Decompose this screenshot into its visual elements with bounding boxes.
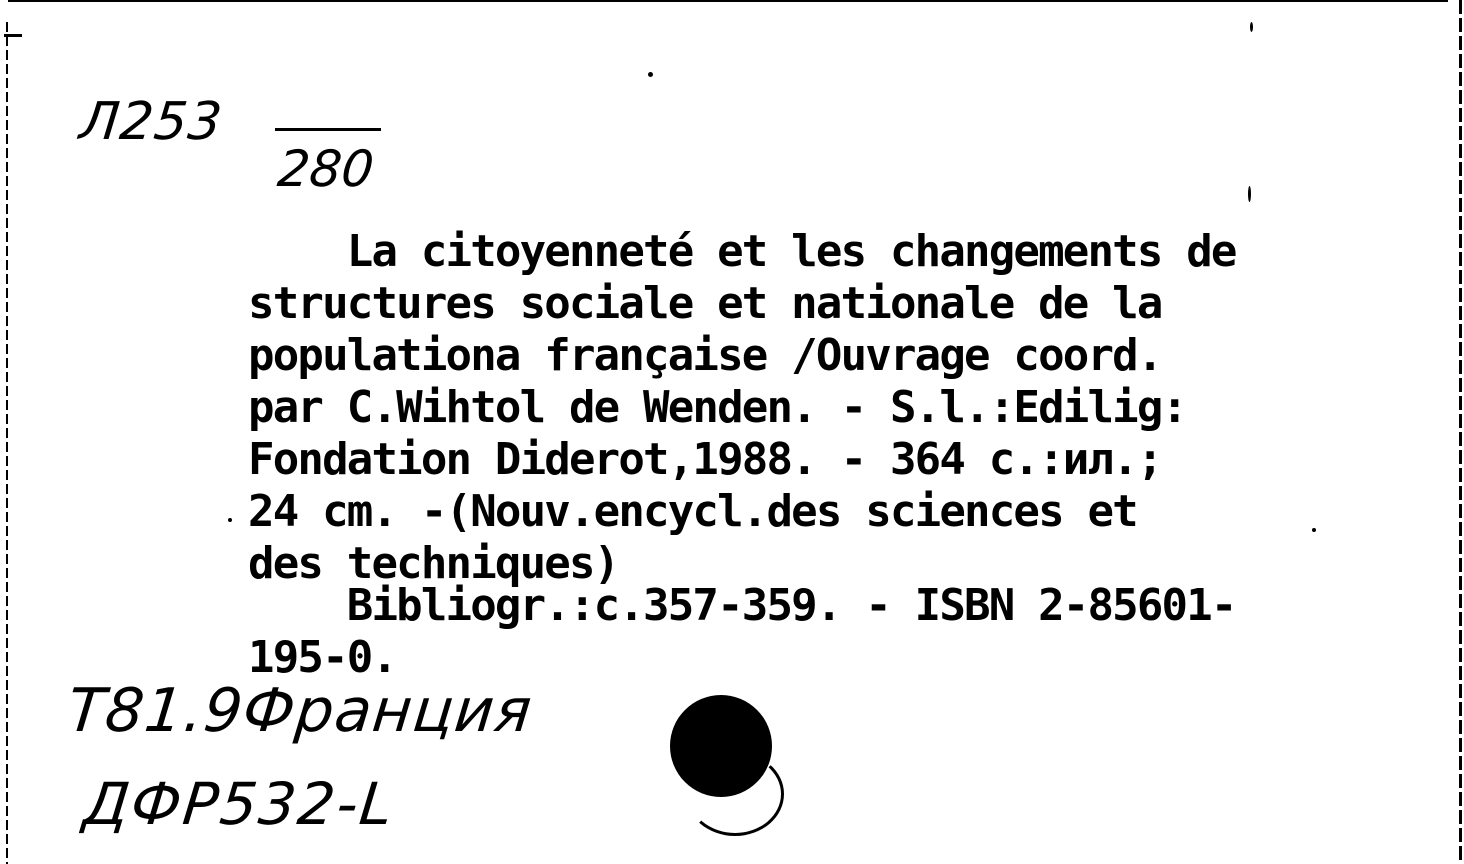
dust-speck [228,518,232,522]
card-text-line-5: Fondation Diderot,1988. - 364 c.:ил.; [248,434,1162,485]
card-text-line-8: Bibliogr.:c.357-359. - ISBN 2-85601- [248,580,1236,631]
classification-mark: T81.9Франция [64,676,536,746]
dust-speck [648,72,653,77]
shelf-mark-denominator: 280 [274,140,377,198]
dust-speck [1248,186,1251,202]
card-text-line-1: La citoyenneté et les changements de [248,226,1236,277]
card-text-line-9: 195-0. [248,632,397,683]
acquisition-mark: ДФР532-L [80,770,398,838]
card-right-edge [1459,0,1462,864]
dust-speck [1312,528,1316,532]
punch-hole-ring [686,752,784,836]
card-text-line-6: 24 cm. -(Nouv.encycl.des sciences et [248,486,1137,537]
card-top-edge [8,0,1448,2]
card-text-line-3: populationa française /Ouvrage coord. [248,330,1162,381]
dust-speck [1250,22,1253,32]
shelf-mark-fraction-line [275,128,381,131]
card-text-line-4: par C.Wihtol de Wenden. - S.l.:Edilig: [248,382,1187,433]
card-text-line-2: structures sociale et nationale de la [248,278,1162,329]
corner-mark [4,34,22,37]
shelf-mark: Л253 [76,92,226,152]
card-left-edge [6,22,8,864]
card-text-line-7: des techniques) [248,538,619,589]
